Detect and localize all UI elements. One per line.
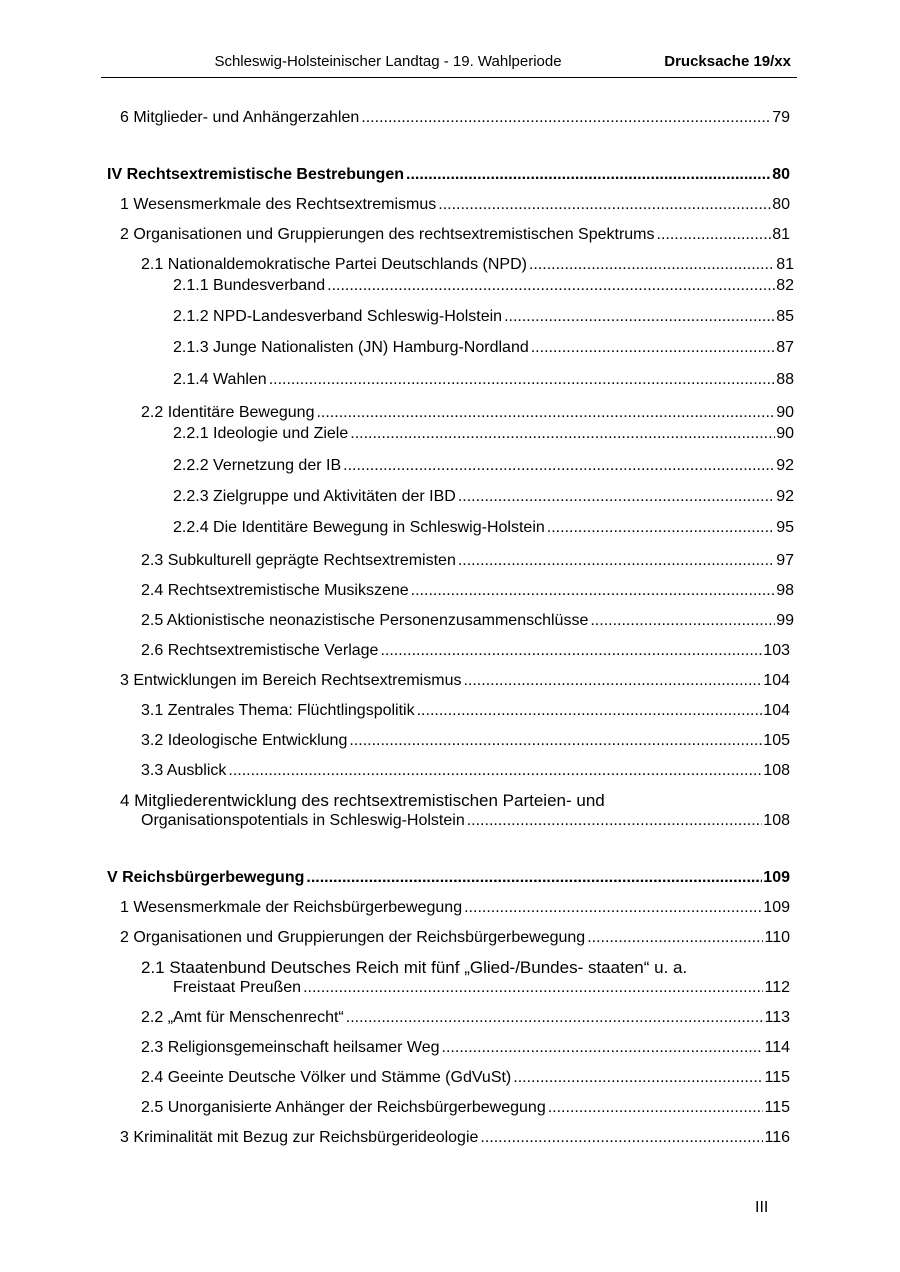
toc-entry bbox=[173, 423, 794, 445]
toc-entry-title: 2.2.2 Vernetzung der IB bbox=[173, 457, 342, 474]
toc-entry bbox=[141, 402, 794, 424]
toc-leader bbox=[306, 867, 762, 889]
toc-leader bbox=[350, 423, 775, 445]
toc-leader bbox=[463, 670, 762, 692]
toc-entry-page: 110 bbox=[764, 929, 790, 946]
header-document-number: Drucksache 19/xx bbox=[664, 53, 791, 70]
toc-leader bbox=[480, 1127, 763, 1149]
toc-entry-title: 2.3 Religionsgemeinschaft heilsamer Weg bbox=[141, 1039, 440, 1056]
toc-leader bbox=[228, 760, 762, 782]
toc-entry-page: 92 bbox=[776, 457, 794, 474]
toc-leader bbox=[657, 224, 772, 246]
toc-entry-page: 90 bbox=[776, 425, 794, 442]
toc-leader bbox=[464, 897, 762, 919]
toc-entry bbox=[141, 760, 790, 782]
toc-entry-title: 3.1 Zentrales Thema: Flüchtlingspolitik bbox=[141, 702, 415, 719]
header-title: Schleswig-Holsteinischer Landtag - 19. Wahlperiode bbox=[214, 53, 562, 70]
toc-leader bbox=[531, 337, 775, 359]
toc-entry bbox=[141, 254, 794, 276]
toc-entry-title: 2.1 Nationaldemokratische Partei Deutschlands (NPD) bbox=[141, 256, 527, 273]
toc-entry-title: Organisationspotentials in Schleswig-Holstein bbox=[141, 812, 465, 829]
toc-entry-title: 2.2.4 Die Identitäre Bewegung in Schleswig-Holstein bbox=[173, 519, 545, 536]
toc-chapter-heading bbox=[107, 164, 790, 186]
toc-entry bbox=[141, 610, 794, 632]
toc-entry-title: 2 Organisationen und Gruppierungen der Reichsbürgerbewegung bbox=[120, 929, 586, 946]
toc-entry bbox=[173, 517, 794, 539]
toc-entry bbox=[141, 810, 790, 832]
toc-entry-page: 109 bbox=[763, 869, 790, 886]
toc-leader bbox=[406, 164, 771, 186]
toc-leader bbox=[417, 700, 763, 722]
toc-leader bbox=[590, 610, 775, 632]
toc-entry-first-line: 2.1 Staatenbund Deutsches Reich mit fünf „Glied-/Bundes- staaten“ u. a. bbox=[141, 958, 688, 977]
toc-leader bbox=[327, 275, 775, 297]
toc-leader bbox=[361, 107, 771, 129]
toc-entry-page: 104 bbox=[763, 702, 790, 719]
toc-entry-page: 92 bbox=[776, 488, 794, 505]
toc-entry-title: 2.2 Identitäre Bewegung bbox=[141, 404, 315, 421]
toc-entry-first-line: 4 Mitgliederentwicklung des rechtsextremistischen Parteien- und bbox=[120, 791, 605, 810]
toc-entry-title: 2.1.3 Junge Nationalisten (JN) Hamburg-Nordland bbox=[173, 339, 529, 356]
toc-entry bbox=[141, 1007, 790, 1029]
toc-entry-page: 115 bbox=[764, 1099, 790, 1116]
toc-entry-title: 2.6 Rechtsextremistische Verlage bbox=[141, 642, 379, 659]
toc-leader bbox=[513, 1067, 763, 1089]
toc-leader bbox=[504, 306, 775, 328]
toc-entry bbox=[173, 455, 794, 477]
toc-entry-page: 81 bbox=[772, 226, 790, 243]
toc-entry-title: 3.3 Ausblick bbox=[141, 762, 227, 779]
toc-leader bbox=[458, 486, 775, 508]
toc-entry bbox=[120, 670, 790, 692]
toc-entry-title: Freistaat Preußen bbox=[173, 979, 302, 996]
toc-entry-title: 2.3 Subkulturell geprägte Rechtsextremisten bbox=[141, 552, 456, 569]
toc-leader bbox=[269, 369, 776, 391]
page-number: III bbox=[755, 1199, 769, 1216]
toc-leader bbox=[529, 254, 775, 276]
toc-leader bbox=[458, 550, 775, 572]
toc-entry-page: 80 bbox=[772, 166, 790, 183]
toc-entry bbox=[141, 1037, 790, 1059]
toc-entry-title: 2.2.3 Zielgruppe und Aktivitäten der IBD bbox=[173, 488, 456, 505]
toc-entry bbox=[120, 194, 790, 216]
toc-entry-title: 2.2.1 Ideologie und Ziele bbox=[173, 425, 349, 442]
toc-entry-page: 90 bbox=[776, 404, 794, 421]
toc-entry-page: 82 bbox=[776, 277, 794, 294]
toc-entry-title: 2.5 Unorganisierte Anhänger der Reichsbürgerbewegung bbox=[141, 1099, 546, 1116]
toc-entry-page: 105 bbox=[763, 732, 790, 749]
toc-entry-page: 99 bbox=[776, 612, 794, 629]
toc-entry-page: 116 bbox=[764, 1129, 790, 1146]
toc-entry-page: 114 bbox=[764, 1039, 790, 1056]
toc-entry-page: 113 bbox=[764, 1009, 790, 1026]
toc-entry-page: 104 bbox=[763, 672, 790, 689]
toc-entry-page: 108 bbox=[763, 762, 790, 779]
toc-entry-title: 2.1.1 Bundesverband bbox=[173, 277, 326, 294]
toc-entry-page: 98 bbox=[776, 582, 794, 599]
toc-leader bbox=[587, 927, 763, 949]
toc-entry-page: 80 bbox=[772, 196, 790, 213]
toc-entry bbox=[173, 337, 794, 359]
toc-entry-title: 3.2 Ideologische Entwicklung bbox=[141, 732, 348, 749]
toc-entry bbox=[141, 1067, 790, 1089]
toc-entry-title: V Reichsbürgerbewegung bbox=[107, 869, 305, 886]
toc-entry-page: 112 bbox=[764, 979, 790, 996]
toc-entry-title: 2.1.2 NPD-Landesverband Schleswig-Holstein bbox=[173, 308, 503, 325]
toc-entry-page: 97 bbox=[776, 552, 794, 569]
toc-leader bbox=[547, 517, 775, 539]
toc-entry-page: 79 bbox=[772, 109, 790, 126]
toc-entry-title: 3 Kriminalität mit Bezug zur Reichsbürgerideologie bbox=[120, 1129, 479, 1146]
toc-leader bbox=[548, 1097, 764, 1119]
toc-entry bbox=[173, 486, 794, 508]
toc-entry-title: IV Rechtsextremistische Bestrebungen bbox=[107, 166, 404, 183]
toc-entry bbox=[141, 730, 790, 752]
toc-entry bbox=[173, 275, 794, 297]
toc-leader bbox=[442, 1037, 764, 1059]
toc-entry bbox=[141, 550, 794, 572]
toc-entry-page: 81 bbox=[776, 256, 794, 273]
toc-leader bbox=[303, 977, 763, 999]
toc-leader bbox=[349, 730, 762, 752]
toc-entry bbox=[141, 1097, 790, 1119]
toc-leader bbox=[411, 580, 776, 602]
toc-entry-page: 115 bbox=[764, 1069, 790, 1086]
toc-entry-title: 2.1.4 Wahlen bbox=[173, 371, 267, 388]
toc-leader bbox=[346, 1007, 764, 1029]
toc-entry bbox=[141, 640, 790, 662]
toc-entry bbox=[141, 580, 794, 602]
toc-entry-page: 88 bbox=[776, 371, 794, 388]
toc-entry bbox=[120, 927, 790, 949]
toc-entry-title: 2.4 Geeinte Deutsche Völker und Stämme (GdVuSt) bbox=[141, 1069, 512, 1086]
toc-entry-title: 3 Entwicklungen im Bereich Rechtsextremismus bbox=[120, 672, 462, 689]
toc-entry bbox=[120, 1127, 790, 1149]
toc-entry-title: 1 Wesensmerkmale des Rechtsextremismus bbox=[120, 196, 437, 213]
toc-entry bbox=[173, 977, 790, 999]
toc-entry-title: 2.4 Rechtsextremistische Musikszene bbox=[141, 582, 409, 599]
toc-entry-title: 1 Wesensmerkmale der Reichsbürgerbewegung bbox=[120, 899, 463, 916]
toc-leader bbox=[380, 640, 762, 662]
toc-entry bbox=[120, 224, 790, 246]
toc-entry-title: 6 Mitglieder- und Anhängerzahlen bbox=[120, 109, 360, 126]
toc-entry-page: 95 bbox=[776, 519, 794, 536]
toc-chapter-heading bbox=[107, 867, 790, 889]
toc-entry-title: 2.5 Aktionistische neonazistische Personenzusammenschlüsse bbox=[141, 612, 589, 629]
toc-entry-page: 108 bbox=[763, 812, 790, 829]
toc-entry-title: 2 Organisationen und Gruppierungen des rechtsextremistischen Spektrums bbox=[120, 226, 655, 243]
toc-entry bbox=[173, 306, 794, 328]
toc-leader bbox=[467, 810, 763, 832]
toc-entry bbox=[120, 897, 790, 919]
toc-leader bbox=[343, 455, 775, 477]
toc-leader bbox=[316, 402, 775, 424]
page-header bbox=[101, 52, 797, 78]
toc-entry-page: 85 bbox=[776, 308, 794, 325]
toc-entry-page: 87 bbox=[776, 339, 794, 356]
toc-entry-title: 2.2 „Amt für Menschenrecht“ bbox=[141, 1009, 344, 1026]
toc-entry bbox=[120, 107, 790, 129]
toc-entry-page: 109 bbox=[763, 899, 790, 916]
toc-entry bbox=[141, 700, 790, 722]
toc-entry-page: 103 bbox=[763, 642, 790, 659]
toc-entry bbox=[173, 369, 794, 391]
toc-leader bbox=[438, 194, 771, 216]
